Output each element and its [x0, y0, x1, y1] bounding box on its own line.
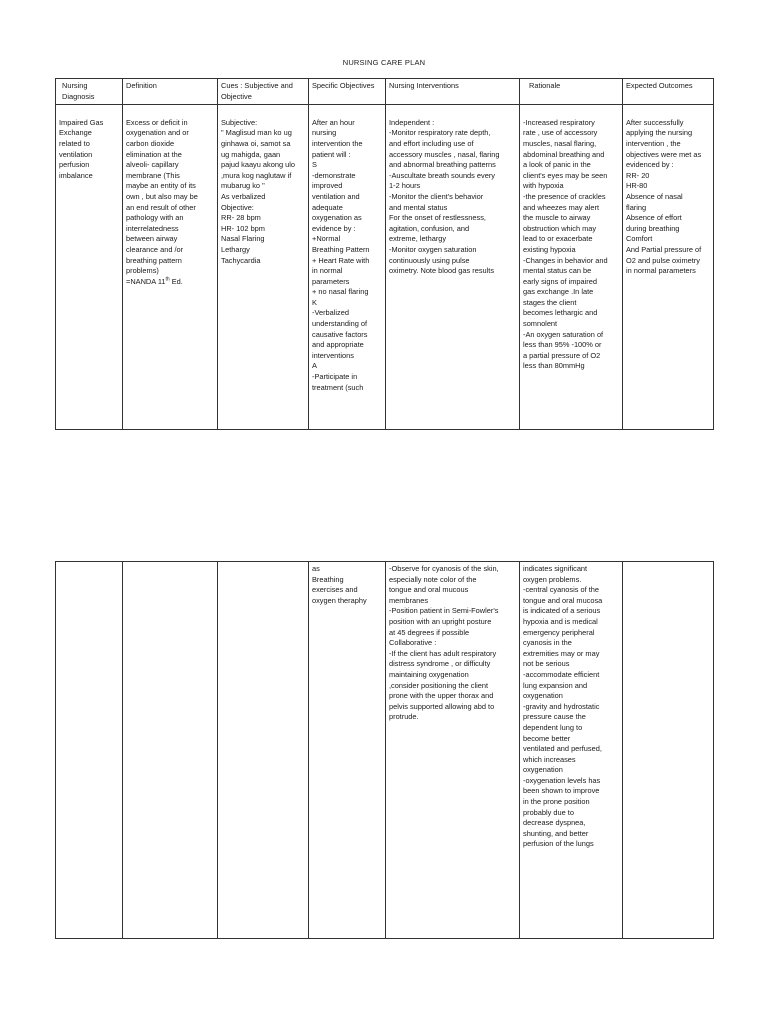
- text-line: oxygen problems.: [523, 574, 582, 584]
- text-line: become better: [523, 733, 571, 743]
- text-line: lead to or exacerbate: [523, 234, 593, 244]
- text-line: is indicated of a serious: [523, 606, 601, 616]
- text-line: -Position patient in Semi-Fowler's: [389, 606, 499, 616]
- text-line: K: [312, 297, 317, 307]
- text-line: been shown to improve: [523, 786, 600, 796]
- text-line: abdominal breathing and: [523, 149, 605, 159]
- text-line: prone with the upper thorax and: [389, 691, 494, 701]
- text-line: pathology with an: [126, 213, 184, 223]
- cell-rationale-cont: [520, 562, 623, 939]
- text-line: carbon dioxide: [126, 138, 175, 148]
- text-line: with hypoxia: [523, 181, 564, 191]
- text-line: the muscle to airway: [523, 213, 591, 223]
- text-line: -An oxygen saturation of: [523, 329, 604, 339]
- header-row: [56, 79, 714, 105]
- text-line: less than 95% -100% or: [523, 340, 602, 350]
- text-line: + Heart Rate with: [312, 255, 370, 265]
- text-line: -demonstrate: [312, 170, 356, 180]
- text-line: -Increased respiratory: [523, 117, 595, 127]
- text-line: -If the client has adult respiratory: [389, 648, 497, 658]
- header-nursing-interventions: Nursing Interventions: [386, 79, 520, 105]
- text-line: objectives were met as: [626, 149, 702, 159]
- text-line: less than 80mmHg: [523, 361, 585, 371]
- text-line: A: [312, 361, 317, 371]
- text-line: Breathing Pattern: [312, 244, 370, 254]
- text-line: at 45 degrees if possible: [389, 627, 470, 637]
- header-nursing-diagnosis: Nursing Diagnosis: [56, 79, 123, 105]
- header-specific-objectives: Specific Objectives: [309, 79, 386, 105]
- cell-definition: [123, 105, 218, 430]
- text-line: After an hour: [312, 117, 355, 127]
- text-line: related to: [59, 138, 90, 148]
- text-line: RR- 28 bpm: [221, 213, 261, 223]
- text-line: perfusion of the lungs: [523, 839, 594, 849]
- text-line: Impaired Gas: [59, 117, 104, 127]
- text-line: own , but also may be: [126, 191, 198, 201]
- text-line: somnolent: [523, 319, 558, 329]
- text-line: -Monitor oxygen saturation: [389, 244, 477, 254]
- text-line: dependent lung to: [523, 722, 583, 732]
- text-line: -the presence of crackles: [523, 191, 606, 201]
- text-line: oxygenation as: [312, 213, 362, 223]
- text-line: indicates significant: [523, 564, 588, 573]
- text-line: Lethargy: [221, 244, 250, 254]
- cell-definition-cont: [123, 562, 218, 939]
- text-line: distress syndrome , or difficulty: [389, 659, 491, 669]
- text-line: intervention , the: [626, 138, 681, 148]
- text-line: mental status can be: [523, 266, 592, 276]
- text-line: Exchange: [59, 128, 92, 138]
- text-line: ventilated and perfused,: [523, 744, 602, 754]
- cell-interventions: [386, 105, 520, 430]
- cell-interventions-cont: [386, 562, 520, 939]
- text-line: oxygenation: [523, 691, 563, 701]
- text-line: S: [312, 160, 317, 170]
- text-line: Nasal Flaring: [221, 234, 265, 244]
- text-line: a partial pressure of O2: [523, 350, 601, 360]
- body-row: [56, 105, 714, 430]
- text-line: not be serious: [523, 659, 570, 669]
- care-plan-table-page-1: [55, 78, 714, 430]
- text-line: in normal: [312, 266, 343, 276]
- text-line: position with an upright posture: [389, 616, 492, 626]
- text-line: early signs of impaired: [523, 276, 597, 286]
- text-line: between airway: [126, 234, 178, 244]
- text-line: agitation, confusion, and: [389, 223, 470, 233]
- text-line: As verbalized: [221, 191, 266, 201]
- text-line: -Verbalized: [312, 308, 349, 318]
- text-line: and abnormal breathing patterns: [389, 160, 496, 170]
- text-line: HR- 102 bpm: [221, 223, 265, 233]
- text-line: mubarug ko ": [221, 181, 265, 191]
- text-line: applying the nursing: [626, 128, 693, 138]
- text-line: -Monitor respiratory rate depth,: [389, 128, 491, 138]
- text-line: For the onset of restlessness,: [389, 213, 486, 223]
- text-line: pelvis supported allowing abd to: [389, 701, 495, 711]
- text-line: interrelatedness: [126, 223, 179, 233]
- cell-diagnosis: [56, 105, 123, 430]
- text-line: Comfort: [626, 234, 653, 244]
- text-line: imbalance: [59, 170, 93, 180]
- text-line: oximetry. Note blood gas results: [389, 266, 495, 276]
- text-line: lung expansion and: [523, 680, 588, 690]
- header-definition: Definition: [123, 79, 218, 105]
- text-line: tongue and oral mucous: [389, 585, 469, 595]
- cell-rationale: [520, 105, 623, 430]
- page-title: NURSING CARE PLAN: [342, 58, 426, 67]
- text-line: pressure cause the: [523, 712, 586, 722]
- text-line: Absence of nasal: [626, 191, 683, 201]
- cell-outcomes-cont: [623, 562, 714, 939]
- text-line: parameters: [312, 276, 350, 286]
- text-line: " Maglisud man ko ug: [221, 128, 292, 138]
- text-line: nursing: [312, 128, 337, 138]
- cell-cues-cont: [218, 562, 309, 939]
- text-line: causative factors: [312, 329, 368, 339]
- text-line: client's eyes may be seen: [523, 170, 608, 180]
- text-line: in the prone position: [523, 797, 590, 807]
- text-line: -Auscultate breath sounds every: [389, 170, 495, 180]
- text-line: maybe an entity of its: [126, 181, 196, 191]
- text-line: -Participate in: [312, 372, 358, 382]
- cell-cues: [218, 105, 309, 430]
- text-line: Tachycardia: [221, 255, 261, 265]
- text-line: muscles, nasal flaring,: [523, 138, 597, 148]
- text-line: gas exchange .In late: [523, 287, 594, 297]
- text-line: which increases: [523, 754, 576, 764]
- text-line: an end result of other: [126, 202, 196, 212]
- text-line: oxygen theraphy: [312, 595, 367, 605]
- text-line: rate , use of accessory: [523, 128, 598, 138]
- text-line: -Observe for cyanosis of the skin,: [389, 564, 499, 573]
- text-line: Collaborative :: [389, 638, 437, 648]
- text-line: pajud kaayu akong ulo: [221, 160, 295, 170]
- nanda-label: =NANDA 11: [126, 276, 166, 286]
- text-line: obstruction which may: [523, 223, 597, 233]
- text-line: membrane (This: [126, 170, 180, 180]
- text-line: patient will :: [312, 149, 351, 159]
- text-line: especially note color of the: [389, 574, 477, 584]
- text-line: accessory muscles , nasal, flaring: [389, 149, 500, 159]
- text-line: hypoxia and is medical: [523, 616, 598, 626]
- text-line: breathing pattern: [126, 255, 182, 265]
- continuation-row: [56, 562, 714, 939]
- text-line: extremities may or may: [523, 648, 600, 658]
- text-line: extreme, lethargy: [389, 234, 447, 244]
- text-line: Independent :: [389, 117, 435, 127]
- text-line: and mental status: [389, 202, 448, 212]
- text-line: 1-2 hours: [389, 181, 421, 191]
- text-line: in normal parameters: [626, 266, 696, 276]
- text-line: oxygenation: [523, 765, 563, 775]
- text-line: HR-80: [626, 181, 648, 191]
- text-line: alveoli- capillary: [126, 160, 179, 170]
- text-line: membranes: [389, 595, 429, 605]
- text-line: Subjective:: [221, 117, 258, 127]
- text-line: RR- 20: [626, 170, 650, 180]
- text-line: evidence by :: [312, 223, 356, 233]
- text-line: After successfully: [626, 117, 684, 127]
- text-line: stages the client: [523, 297, 577, 307]
- cell-diagnosis-cont: [56, 562, 123, 939]
- text-line: a look of panic in the: [523, 160, 591, 170]
- cell-objectives-cont: [309, 562, 386, 939]
- text-line: And Partial pressure of: [626, 244, 702, 254]
- text-line: interventions: [312, 350, 354, 360]
- text-line: intervention the: [312, 138, 363, 148]
- text-line: becomes lethargic and: [523, 308, 598, 318]
- text-line: adequate: [312, 202, 343, 212]
- text-line: cyanosis in the: [523, 638, 572, 648]
- text-line: ug mahigda, gaan: [221, 149, 281, 159]
- text-line: understanding of: [312, 319, 368, 329]
- text-line: during breathing: [626, 223, 680, 233]
- text-line: and wheezes may alert: [523, 202, 599, 212]
- text-line: Breathing: [312, 574, 344, 584]
- text-line: ,mura kog naglutaw if: [221, 170, 292, 180]
- text-line: -central cyanosis of the: [523, 585, 599, 595]
- text-line: perfusion: [59, 160, 90, 170]
- text-line: and appropriate: [312, 340, 364, 350]
- text-line: existing hypoxia: [523, 244, 576, 254]
- text-line: decrease dyspnea,: [523, 818, 586, 828]
- text-line: -Changes in behavior and: [523, 255, 608, 265]
- text-line: clearance and /or: [126, 244, 184, 254]
- text-line: -accommodate efficient: [523, 669, 600, 679]
- text-line: [126, 277, 214, 288]
- text-line: +Normal: [312, 234, 341, 244]
- nanda-superscript: th: [165, 276, 170, 283]
- text-line: exercises and: [312, 585, 358, 595]
- text-line: probably due to: [523, 807, 574, 817]
- text-line: treatment (such: [312, 382, 364, 392]
- text-line: ,consider positioning the client: [389, 680, 489, 690]
- text-line: -gravity and hydrostatic: [523, 701, 600, 711]
- care-plan-table-page-2: [55, 561, 714, 939]
- text-line: oxygenation and or: [126, 128, 189, 138]
- text-line: problems): [126, 266, 159, 276]
- text-line: tongue and oral mucosa: [523, 595, 603, 605]
- text-line: ventilation and: [312, 191, 360, 201]
- text-line: evidenced by :: [626, 160, 674, 170]
- text-line: + no nasal flaring: [312, 287, 369, 297]
- text-line: -Monitor the client's behavior: [389, 191, 484, 201]
- text-line: improved: [312, 181, 343, 191]
- cell-objectives: [309, 105, 386, 430]
- text-line: Absence of effort: [626, 213, 682, 223]
- text-line: and effort including use of: [389, 138, 474, 148]
- text-line: O2 and pulse oximetry: [626, 255, 700, 265]
- text-line: shunting, and better: [523, 828, 589, 838]
- text-line: ventilation: [59, 149, 93, 159]
- text-line: emergency peripheral: [523, 627, 595, 637]
- header-expected-outcomes: Expected Outcomes: [623, 79, 714, 105]
- text-line: -oxygenation levels has: [523, 775, 601, 785]
- text-line: Objective:: [221, 202, 254, 212]
- text-line: flaring: [626, 202, 647, 212]
- cell-outcomes: [623, 105, 714, 430]
- header-cues: Cues : Subjective and Objective: [218, 79, 309, 105]
- text-line: Excess or deficit in: [126, 117, 188, 127]
- nanda-edition: Ed.: [169, 276, 183, 286]
- text-line: ginhawa oi, samot sa: [221, 138, 291, 148]
- text-line: maintaining oxygenation: [389, 669, 469, 679]
- text-line: as: [312, 564, 320, 573]
- text-line: elimination at the: [126, 149, 182, 159]
- text-line: continuously using pulse: [389, 255, 470, 265]
- text-line: protrude.: [389, 712, 419, 722]
- header-rationale: Rationale: [520, 79, 623, 105]
